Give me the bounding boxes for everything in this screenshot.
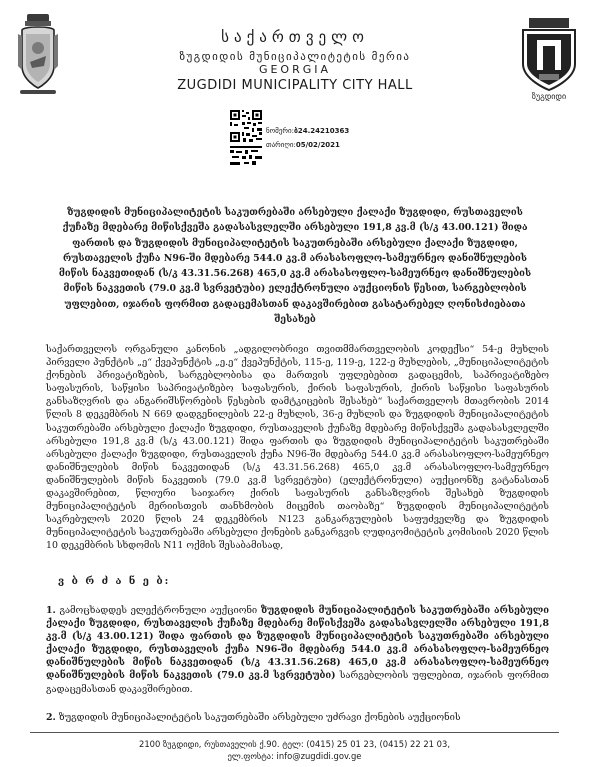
registry-number (266, 127, 349, 135)
registry-date (266, 141, 340, 149)
emblem-caption: ზუგდიდი (531, 92, 567, 101)
zugdidi-coat-of-arms-icon (519, 18, 579, 102)
registry-number-label: ნომერი: (266, 127, 294, 135)
office-name-english: ZUGDIDI MUNICIPALITY CITY HALL (177, 78, 413, 93)
decree-heading: ვ ბ რ ძ ა ნ ე ბ: (58, 576, 171, 587)
country-name-english: GEORGIA (258, 63, 332, 76)
registry-date-label: თარიღი: (266, 141, 296, 149)
decree-item-2 (46, 711, 549, 724)
country-name-georgian: საქართველო (221, 28, 369, 46)
item-1-tail: სარგებლობის უფლებით, იჯარის ფორმით გადაცემასთან დაკავშირებით. (46, 670, 549, 695)
georgia-coat-of-arms-icon (14, 14, 62, 98)
item-2-text: ზუგდიდის მუნიციპალიტეტის საკუთრებაში არსებული უძრავი ქონების აუქციონის (58, 712, 461, 723)
registry-number-value: ბ24.24210363 (293, 127, 350, 135)
decree-item-1 (46, 604, 549, 696)
item-2-number: 2. (46, 712, 56, 723)
document-title: ზუგდიდის მუნიციპალიტეტის საკუთრებაში არსებული ქალაქი ზუგდიდი, რუსთაველის ქუჩაზე მდებარე მიწისქვეშა გადასასვლელში არსებული 191,8 კვ.მ (ს/კ 43.00.121) შიდა ფართის და ზუგდიდის მუნიციპალიტეტის საკუთრებაში არსებული ქალაქი ზუგდიდი, რუსთაველის ქუჩა N96-ში მდებარე 544.0 კვ.მ არასასოფლო-სამეურნეო დანიშნულების მიწის ნაკვეთიდან (ს/კ 43.31.56.268) 465,0 კვ.მ არასასოფლო-სამეურნეო დანიშნულების მიწის ნაკვეთის (79.0 კვ.მ სვრვეტუბი) ელექტრონული აუქციონის წესით, სარგებლობის უფლებით, იჯარის ფორმით გადაცემასთან დაკავშირებით გასატარებელ ღონისძიებათა შესახებ (58, 207, 532, 326)
qr-code-icon (230, 110, 262, 166)
item-1-lead: გამოცხადდეს ელექტრონული აუქციონი (59, 605, 258, 616)
footer-email: ელ.ფოსტა: info@zugdidi.gov.ge (227, 751, 362, 761)
preamble-paragraph: საქართველოს ორგანული კანონის „ადგილობრივი თვითმმართველობის კოდექსი“ 54-ე მუხლის პირველი პუნქტის „ე“ ქვეპუნქტის „ე.ე“ ქვეპუნქტის, 115-ე, 119-ე, 122-ე მუხლების, „მუნიციპალიტეტის ქონების პრივატიზების, სარგებლობისა და მართვის უფლებებით გადაცემის, საპრივატიზებო საფასურის, საწყისი საპრივატიზებო საფასურის, ქირის საფასურის, ქირის საწყისი საფასურის განსაზღვრის და ანგარიშსწორების წესების დამტკიცების შესახებ“ საქართველოს მთავრობის 2014 წლის 8 დეკემბრის N 669 დადგენილების 22-ე მუხლის, 36-ე მუხლის და ზუგდიდის მუნიციპალიტეტის საკუთრებაში არსებული ქალაქი ზუგდიდი, რუსთაველის ქუჩაზე მდებარე მიწისქვეშა გადასასვლელში არსებული 191,8 კვ.მ (ს/კ 43.00.121) შიდა ფართის და ზუგდიდის მუნიციპალიტეტის საკუთრებაში არსებული ქალაქი ზუგდიდი, რუსთაველის ქუჩა N96-ში მდებარე 544.0 კვ.მ არასასოფლო-სამეურნეო დანიშნულების მიწის ნაკვეთიდან (ს/კ 43.31.56.268) 465,0 კვ.მ არასასოფლო-სამეურნეო დანიშნულების მიწის ნაკვეთის (79.0 კვ.მ სვრვეტუბი) (ელექტრონული) აუქციონზე გატანასთან დაკავშირებით, წლიური საიჯარო ქირის საფასურის განსაზღვრის შესახებ ზუგდიდის მუნიციპალიტეტის მერიისთვის თანხმობის მიცემის თაობაზე“ ზუგდიდის მუნიციპალიტეტის საკრებულოს 2020 წლის 24 დეკემბრის N123 განკარგულების საფუძველზე და ზუგდიდის მუნიციპალიტეტის საკუთრებაში არსებული ქონების განკარგვის ღუდიკომიტეტის კომისიის 2020 წლის 10 დეკემბრის სხდომის N11 ოქმის შესაბამისად, (46, 344, 549, 552)
item-1-subject: ზუგდიდის მუნიციპალიტეტის საკუთრებაში არსებული ქალაქი ზუგდიდი, რუსთაველის ქუჩაზე მდებარე მიწისქვეშა გადასასვლელში არსებული 191,8 კვ.მ (ს/კ 43.00.121) შიდა ფართის და ზუგდიდის მუნიციპალიტეტის საკუთრებაში არსებული ქალაქი ზუგდიდი, რუსთაველის ქუჩა N96-ში მდებარე 544.0 კვ.მ არასასოფლო-სამეურნეო დანიშნულების მიწის ნაკვეთიდან (ს/კ 43.31.56.268) 465,0 კვ.მ არასასოფლო-სამეურნეო დანიშნულების მიწის ნაკვეთის (79.0 კვ.მ სვრვეტუბი) (46, 605, 550, 682)
footer-address: 2100 ზუგდიდი, რუსთაველის ქ.90. ტელ: (0415) 25 01 23, (0415) 22 21 03, (139, 739, 450, 749)
item-1-number: 1. (46, 605, 56, 616)
registry-date-value: 05/02/2021 (295, 141, 340, 149)
footer-divider (30, 732, 559, 733)
office-name-georgian: ზუგდიდის მუნიციპალიტეტის მერია (179, 50, 411, 63)
